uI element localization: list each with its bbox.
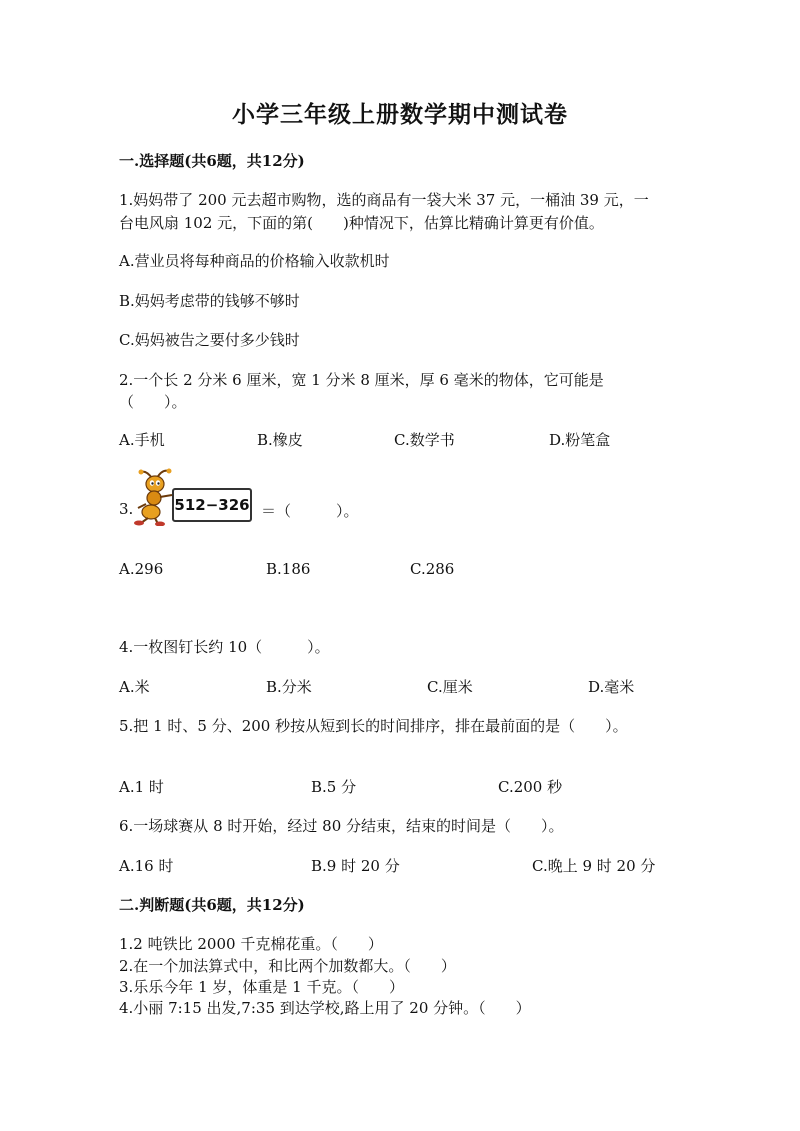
page-title: 小学三年级上册数学期中测试卷 bbox=[232, 101, 568, 128]
q6-stem: 6.一场球赛从 8 时开始，经过 80 分结束，结束的时间是（ ）。 bbox=[119, 817, 564, 835]
judge-item-2: 2.在一个加法算式中，和比两个加数都大。（ ） bbox=[119, 957, 456, 975]
q1-option-b: B.妈妈考虑带的钱够不够时 bbox=[119, 292, 300, 310]
q3-number: 3. bbox=[119, 500, 134, 518]
judge-item-4: 4.小丽 7:15 出发,7:35 到达学校,路上用了 20 分钟。（ ） bbox=[119, 999, 531, 1017]
q1-stem-line2: 台电风扇 102 元，下面的第( )种情况下，估算比精确计算更有价值。 bbox=[119, 214, 604, 232]
q5-option-a: A.1 时 bbox=[119, 778, 164, 796]
q5-option-b: B.5 分 bbox=[311, 778, 357, 796]
section-2-heading: 二.判断题(共6题，共12分) bbox=[119, 896, 305, 914]
q1-stem-line1: 1.妈妈带了 200 元去超市购物，选的商品有一袋大米 37 元，一桶油 39 元，一 bbox=[119, 191, 649, 209]
section-1-heading: 一.选择题(共6题，共12分) bbox=[119, 152, 305, 170]
q4-option-b: B.分米 bbox=[266, 678, 312, 696]
q2-stem-line2: （ ）。 bbox=[119, 393, 187, 411]
q1-option-c: C.妈妈被告之要付多少钱时 bbox=[119, 331, 300, 349]
expression-sign: 512−326 bbox=[172, 488, 252, 522]
q3-stem bbox=[119, 468, 519, 528]
q4-stem: 4.一枚图钉长约 10（ ）。 bbox=[119, 638, 330, 656]
q5-stem: 5.把 1 时、5 分、200 秒按从短到长的时间排序，排在最前面的是（ ）。 bbox=[119, 717, 628, 735]
q2-option-b: B.橡皮 bbox=[257, 431, 303, 449]
judge-item-3: 3.乐乐今年 1 岁，体重是 1 千克。（ ） bbox=[119, 978, 404, 996]
q3-option-a: A.296 bbox=[119, 560, 164, 578]
q2-option-c: C.数学书 bbox=[394, 431, 455, 449]
q3-option-b: B.186 bbox=[266, 560, 311, 578]
q6-option-b: B.9 时 20 分 bbox=[311, 857, 400, 875]
q1-option-a: A.营业员将每种商品的价格输入收款机时 bbox=[119, 252, 390, 270]
q6-option-c: C.晚上 9 时 20 分 bbox=[532, 857, 656, 875]
q2-option-d: D.粉笔盒 bbox=[549, 431, 611, 449]
q4-option-c: C.厘米 bbox=[427, 678, 473, 696]
q2-option-a: A.手机 bbox=[119, 431, 165, 449]
q6-option-a: A.16 时 bbox=[119, 857, 174, 875]
q3-stem-rest: ＝（ ）。 bbox=[261, 502, 359, 520]
q2-stem-line1: 2.一个长 2 分米 6 厘米，宽 1 分米 8 厘米，厚 6 毫米的物体，它可能是 bbox=[119, 371, 604, 389]
q5-option-c: C.200 秒 bbox=[498, 778, 563, 796]
q4-option-a: A.米 bbox=[119, 678, 150, 696]
judge-item-1: 1.2 吨铁比 2000 千克棉花重。（ ） bbox=[119, 935, 383, 953]
q4-option-d: D.毫米 bbox=[588, 678, 635, 696]
q3-option-c: C.286 bbox=[410, 560, 455, 578]
